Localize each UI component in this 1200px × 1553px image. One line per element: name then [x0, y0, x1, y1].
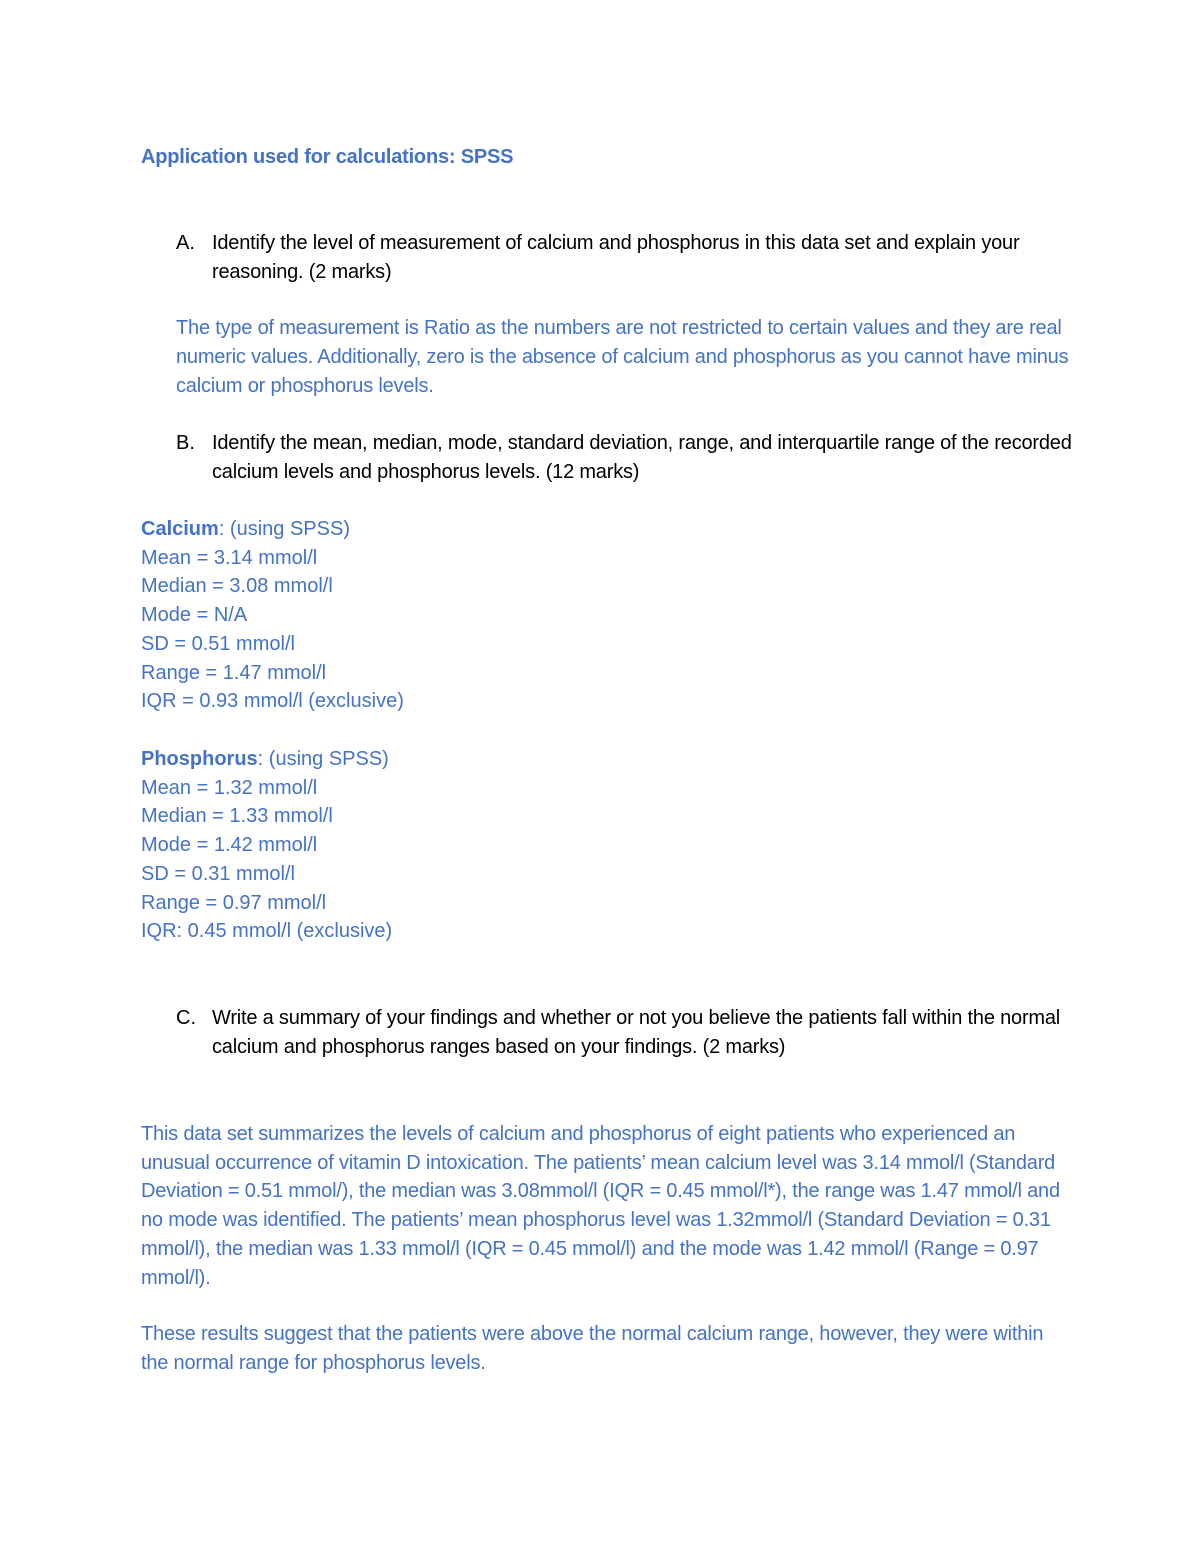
question-a-text: Identify the level of measurement of calcium and phosphorus in this data set and explain your reasoning. (2 marks): [212, 232, 1020, 283]
document-heading: Application used for calculations: SPSS: [141, 146, 514, 168]
calcium-header: [141, 515, 404, 544]
phosphorus-median: Median = 1.33 mmol/l: [141, 805, 333, 828]
calcium-label: Calcium: [141, 518, 219, 540]
calcium-note: : (using SPSS): [218, 518, 350, 540]
phosphorus-header: [141, 745, 392, 774]
phosphorus-stats: [141, 745, 392, 946]
question-b-text: Identify the mean, median, mode, standard deviation, range, and interquartile range of the recorded calcium levels and phosphorus levels. (12 marks): [212, 432, 1072, 483]
calcium-mode: Mode = N/A: [141, 604, 248, 627]
phosphorus-mode: Mode = 1.42 mmol/l: [141, 834, 318, 857]
phosphorus-sd: SD = 0.31 mmol/l: [141, 862, 295, 885]
summary-paragraph-1: This data set summarizes the levels of calcium and phosphorus of eight patients who experienced an unusual occurrence of vitamin D intoxication. The patients’ mean calcium level was 3.14 mmol/l (Standard Deviation = 0.51 mmol/), the median was 3.08mmol/l (IQR = 0.45 mmol/l*), the range was 1.47 mmol/l and no mode was identified. The patients’ mean phosphorus level was 1.32mmol/l (Standard Deviation = 0.31 mmol/l), the median was 1.33 mmol/l (IQR = 0.45 mmol/l) and the mode was 1.42 mmol/l (Range = 0.97 mmol/l).: [141, 1123, 1060, 1289]
calcium-range: Range = 1.47 mmol/l: [141, 661, 327, 684]
phosphorus-range: Range = 0.97 mmol/l: [141, 891, 327, 914]
question-b-marker: B.: [176, 432, 195, 454]
phosphorus-iqr: IQR: 0.45 mmol/l (exclusive): [141, 920, 393, 943]
phosphorus-mean: Mean = 1.32 mmol/l: [141, 776, 318, 799]
phosphorus-label: Phosphorus: [141, 748, 258, 770]
calcium-stats: [141, 515, 404, 716]
question-a-marker: A.: [176, 232, 195, 254]
question-c-marker: C.: [176, 1007, 196, 1029]
calcium-median: Median = 3.08 mmol/l: [141, 575, 333, 598]
calcium-sd: SD = 0.51 mmol/l: [141, 632, 295, 655]
question-a-answer: The type of measurement is Ratio as the numbers are not restricted to certain values and they are real numeric values. Additionally, zero is the absence of calcium and phosphorus as you cannot have minus calcium or phosphorus levels.: [176, 317, 1069, 397]
summary-paragraph-2: These results suggest that the patients were above the normal calcium range, however, they were within the normal range for phosphorus levels.: [141, 1323, 1044, 1374]
phosphorus-note: : (using SPSS): [257, 748, 389, 770]
calcium-mean: Mean = 3.14 mmol/l: [141, 546, 318, 569]
question-c-text: Write a summary of your findings and whether or not you believe the patients fall within the normal calcium and phosphorus ranges based on your findings. (2 marks): [212, 1007, 1061, 1058]
calcium-iqr: IQR = 0.93 mmol/l (exclusive): [141, 690, 404, 713]
